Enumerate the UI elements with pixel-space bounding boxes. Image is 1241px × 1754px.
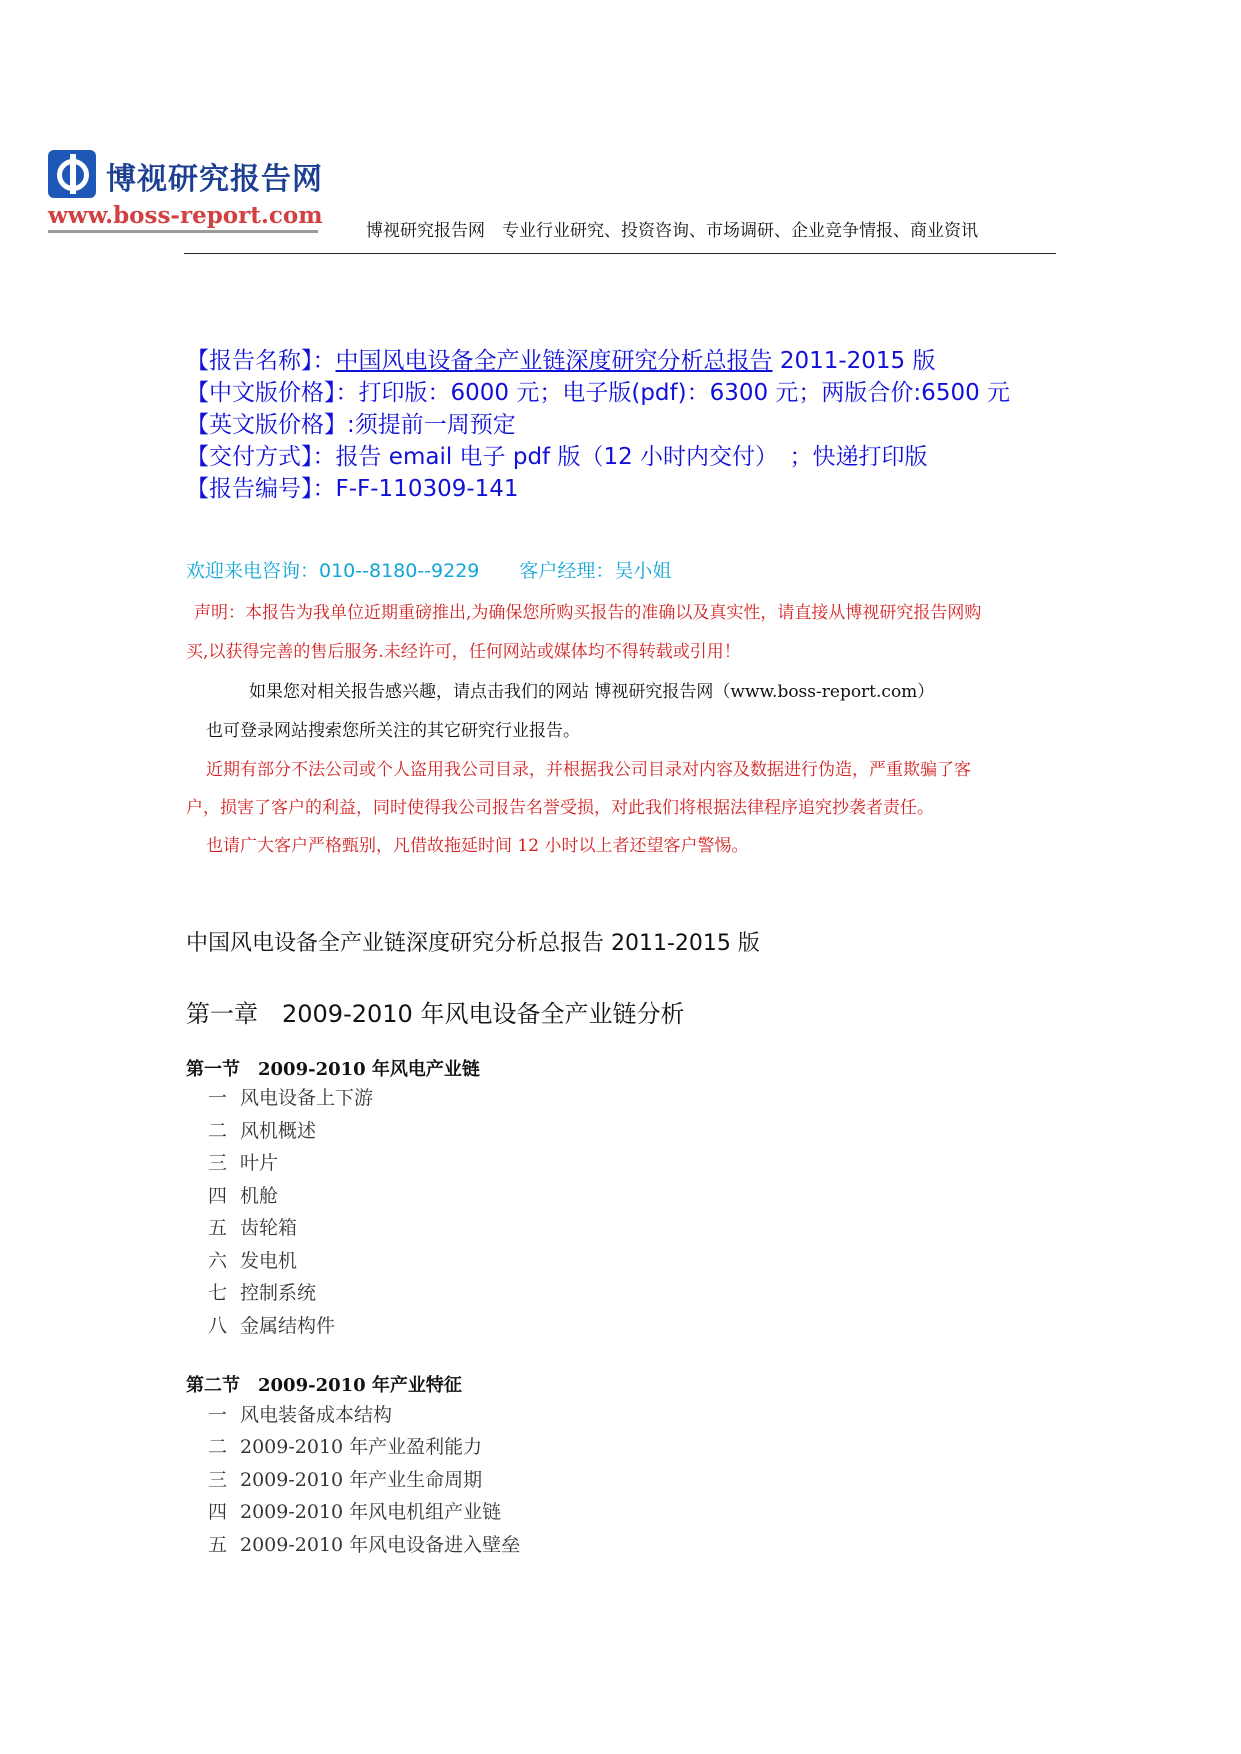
report-number-line: 【报告编号】：F-F-110309-141	[186, 476, 519, 502]
cn-price-line: 【中文版价格】：打印版：6000 元；电子版(pdf)：6300 元；两版合价:6500 元	[186, 380, 1011, 406]
toc-item: 一 风电设备上下游	[208, 1087, 374, 1109]
chapter-heading: 第一章 2009-2010 年风电设备全产业链分析	[186, 1000, 685, 1028]
toc-title: 中国风电设备全产业链深度研究分析总报告 2011-2015 版	[186, 931, 760, 956]
report-name-suffix: 2011-2015 版	[779, 348, 936, 374]
report-name-line	[186, 342, 936, 375]
toc-item: 四 2009-2010 年风电机组产业链	[208, 1501, 502, 1523]
toc-item: 一 风电装备成本结构	[208, 1404, 393, 1426]
toc-item: 八 金属结构件	[208, 1315, 336, 1337]
en-price-line: 【英文版价格】:须提前一周预定	[186, 412, 516, 438]
toc-item: 六 发电机	[208, 1250, 298, 1272]
section-title: 第一节 2009-2010 年风电产业链	[186, 1059, 480, 1080]
warning-line-1: 近期有部分不法公司或个人盗用我公司目录，并根据我公司目录对内容及数据进行伪造，严重欺骗了客	[206, 760, 971, 780]
search-line: 也可登录网站搜索您所关注的其它研究行业报告。	[206, 721, 580, 741]
contact-manager: 客户经理：吴小姐	[519, 560, 672, 582]
header-divider	[184, 253, 1056, 254]
interest-line: 如果您对相关报告感兴趣，请点击我们的网站 博视研究报告网（www.boss-report.com）	[249, 682, 935, 702]
logo-url: www.boss-report.com	[48, 202, 323, 229]
delivery-line: 【交付方式】：报告 email 电子 pdf 版（12 小时内交付） ；快递打印版	[186, 444, 928, 470]
toc-item: 五 2009-2010 年风电设备进入壁垒	[208, 1534, 521, 1556]
toc-item: 二 风机概述	[208, 1120, 317, 1142]
logo-name: 博视研究报告网	[106, 162, 323, 197]
logo-mark-icon	[48, 150, 96, 198]
report-name-label: 【报告名称】：	[186, 348, 336, 374]
header-slogan: 博视研究报告网 专业行业研究、投资咨询、市场调研、企业竞争情报、商业资讯	[366, 221, 978, 241]
toc-item: 七 控制系统	[208, 1282, 317, 1304]
statement-line-1: 声明：本报告为我单位近期重磅推出,为确保您所购买报告的准确以及真实性，请直接从博视研究报告网购	[194, 603, 982, 623]
toc-item: 三 2009-2010 年产业生命周期	[208, 1469, 483, 1491]
toc-item: 三 叶片	[208, 1152, 279, 1174]
toc-item: 五 齿轮箱	[208, 1217, 298, 1239]
warning-line-3: 也请广大客户严格甄别，凡借故拖延时间 12 小时以上者还望客户警惕。	[206, 836, 749, 856]
logo-underline	[48, 230, 318, 233]
toc-item: 四 机舱	[208, 1185, 279, 1207]
warning-line-2: 户，损害了客户的利益，同时使得我公司报告名誉受损，对此我们将根据法律程序追究抄袭者责任。	[186, 798, 934, 818]
contact-line	[186, 556, 671, 583]
section-title: 第二节 2009-2010 年产业特征	[186, 1375, 462, 1396]
statement-line-2: 买,以获得完善的售后服务.未经许可，任何网站或媒体均不得转载或引用！	[186, 642, 741, 662]
toc-item: 二 2009-2010 年产业盈利能力	[208, 1436, 483, 1458]
report-name-link[interactable]: 中国风电设备全产业链深度研究分析总报告	[335, 348, 773, 374]
contact-phone: 欢迎来电咨询：010--8180--9229	[186, 560, 480, 582]
